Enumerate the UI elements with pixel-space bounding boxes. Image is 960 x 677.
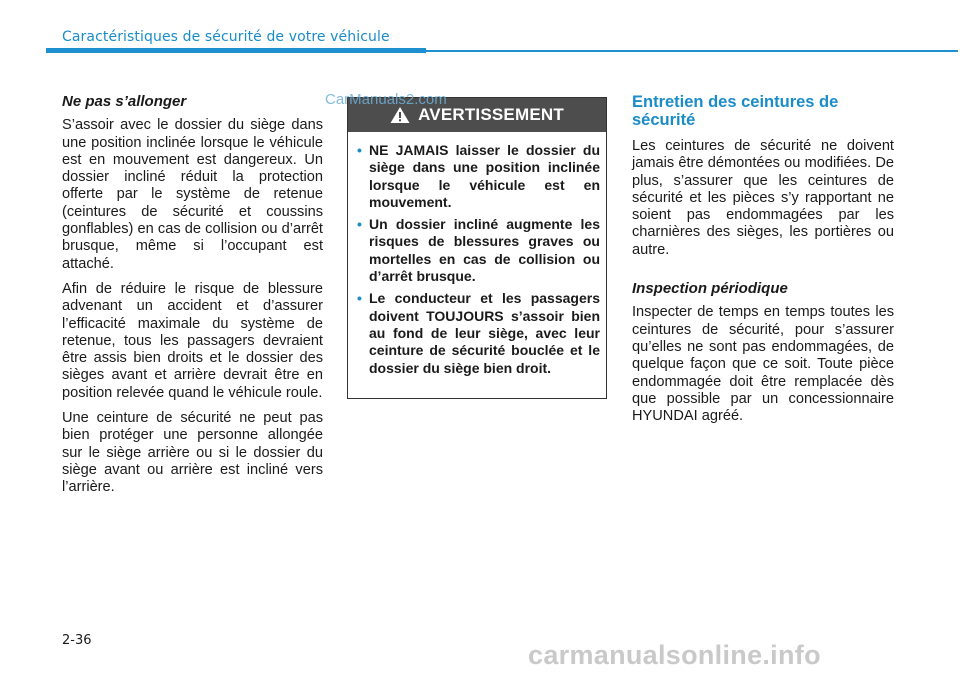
page-number: 2-36: [62, 633, 92, 648]
paragraph: S’assoir avec le dossier du siège dans une position inclinée lorsque le véhicule est en mouvement est dangereux. Un dossier incliné réduit la protection offerte par le système de retenue (ceintures de sécurité et coussins gonflables) en cas de collision ou d’arrêt brusque, même si l’occupant est attaché.: [62, 117, 323, 272]
paragraph: Une ceinture de sécurité ne peut pas bien protéger une personne allongée sur le siège arrière ou si le dossier du siège avant ou arrière est incliné vers l’arrière.: [62, 410, 323, 496]
warning-box: [347, 97, 607, 399]
bullet-icon: •: [357, 142, 362, 158]
right-column: [632, 93, 894, 433]
bullet-icon: •: [357, 216, 362, 233]
left-column: [62, 93, 323, 505]
warning-item: • Le conducteur et les passagers doivent TOUJOURS s’assoir bien au fond de leur siège, avec leur ceinture de sécurité bouclée et le dossier du siège bien droit.: [357, 290, 600, 376]
section-title: Caractéristiques de sécurité de votre véhicule: [62, 29, 390, 45]
section-heading: Entretien des ceintures de sécurité: [632, 93, 839, 129]
subsection-heading: Inspection périodique: [632, 280, 788, 298]
bullet-icon: •: [357, 290, 362, 307]
warning-item: • Un dossier incliné augmente les risques de blessures graves ou mortelles en cas de collision ou d’arrêt brusque.: [357, 216, 600, 285]
paragraph: Les ceintures de sécurité ne doivent jamais être démontées ou modifiées. De plus, s’assurer que les ceintures de sécurité et les pièces s’y rapportant ne soient pas endommagées par les charnières des sièges, les portières ou autre.: [632, 138, 894, 258]
warning-item: • NE JAMAIS laisser le dossier du siège dans une position inclinée lorsque le véhicule est en mouvement.: [357, 142, 600, 210]
paragraph: Afin de réduire le risque de blessure advenant un accident et d’assurer l’efficacité maximale du système de retenue, tous les passagers devraient être assis bien droits et le dossier des sièges avant et arrière devrait être en position relevée quand le véhicule roule.: [62, 280, 323, 401]
warning-title: AVERTISSEMENT: [418, 105, 564, 124]
paragraph: Inspecter de temps en temps toutes les ceintures de sécurité, pour s’assurer qu’elles ne sont pas endommagées, de quelque façon que ce soit. Toute pièce endommagée doit être remplacée dès que possible par un concessionnaire HYUNDAI agréé.: [632, 304, 894, 425]
section-heading: Ne pas s’allonger: [62, 93, 187, 110]
watermark-top[interactable]: CarManuals2.com: [325, 91, 447, 108]
header-rule: [46, 50, 958, 52]
warning-triangle-icon: [390, 106, 410, 124]
watermark-bottom[interactable]: carmanualsonline.info: [528, 640, 821, 670]
warning-list: [348, 132, 606, 377]
